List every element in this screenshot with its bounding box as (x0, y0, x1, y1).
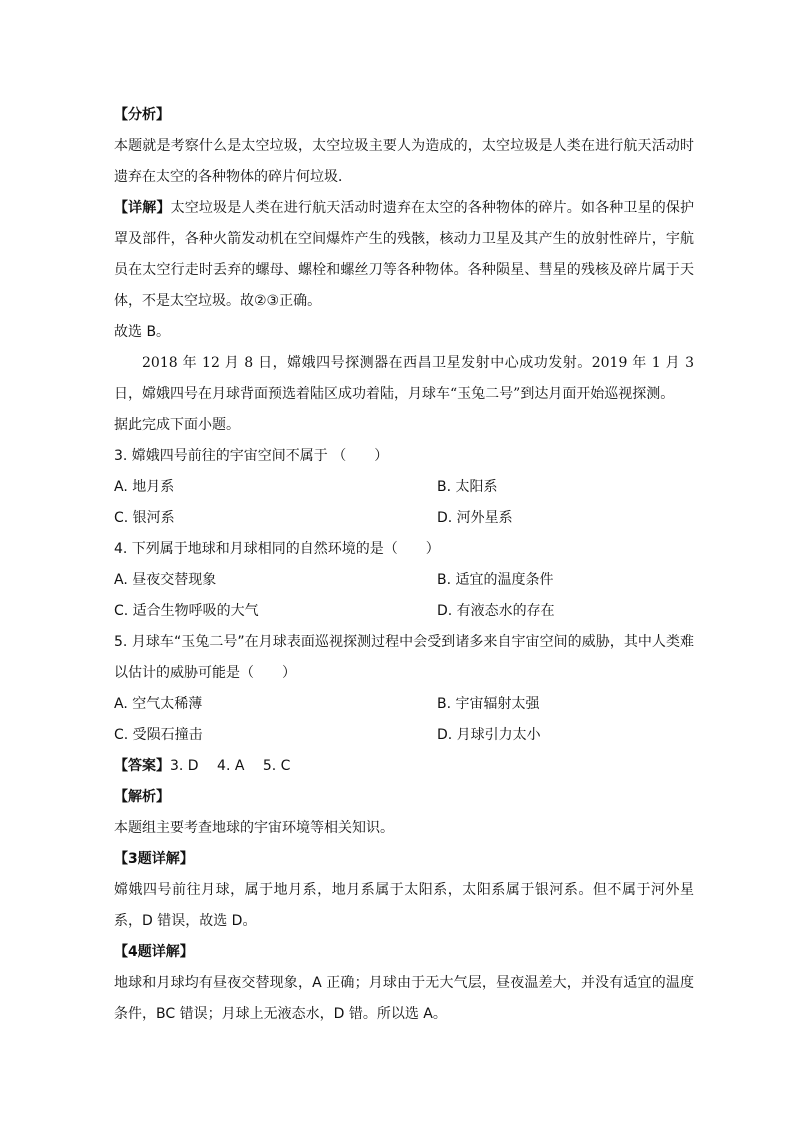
detail-heading: 【详解】 (114, 200, 171, 216)
question-5-option-b: B. 宇宙辐射太强 (437, 696, 540, 712)
question-3-option-b: B. 太阳系 (437, 479, 498, 495)
detail-text: 太空垃圾是人类在进行航天活动时遗弃在太空的各种物体的碎片。如各种卫星的保护罩及部件，各种火箭发动机在空间爆炸产生的残骸，核动力卫星及其产生的放射性碎片，宇航员在太空行走时丢弃的螺母、螺栓和螺丝刀等各种物体。各种陨星、彗星的残核及碎片属于天体，不是太空垃圾。故②③正确。 (114, 200, 695, 309)
analysis-heading: 【分析】 (114, 107, 170, 123)
question-4-option-b: B. 适宜的温度条件 (437, 572, 554, 588)
question-5-stem: 5. 月球车“玉兔二号”在月球表面巡视探测过程中会受到诸多来自宇宙空间的威胁，其中人类难以估计的威胁可能是（ ） (114, 634, 694, 681)
answer-heading: 【答案】 (114, 758, 170, 774)
passage-text: 2018 年 12 月 8 日，嫦娥四号探测器在西昌卫星发射中心成功发射。2019 年 1 月 3 日，嫦娥四号在月球背面预选着陆区成功着陆，月球车“玉兔二号”到达月面开始巡视探测。 (114, 355, 694, 402)
answer-line (114, 751, 694, 782)
q4-detail-text: 地球和月球均有昼夜交替现象，A 正确；月球由于无大气层，昼夜温差大，并没有适宜的温度条件，BC 错误；月球上无液态水，D 错。所以选 A。 (114, 975, 694, 1022)
detail-paragraph (114, 193, 694, 317)
question-3-options-row-1 (114, 472, 694, 503)
explanation-heading: 【解析】 (114, 789, 170, 805)
q3-detail-heading: 【3题详解】 (114, 851, 194, 867)
question-3-option-c: C. 银河系 (114, 510, 175, 526)
question-5-options-row-2 (114, 720, 694, 751)
q4-detail-heading: 【4题详解】 (114, 944, 194, 960)
question-5-options-row-1 (114, 689, 694, 720)
question-5-option-a: A. 空气太稀薄 (114, 696, 203, 712)
question-4-options-row-1 (114, 565, 694, 596)
question-4-option-a: A. 昼夜交替现象 (114, 572, 217, 588)
question-4-stem: 4. 下列属于地球和月球相同的自然环境的是（ ） (114, 541, 440, 557)
question-4-options-row-2 (114, 596, 694, 627)
explanation-text: 本题组主要考查地球的宇宙环境等相关知识。 (114, 820, 394, 836)
question-5-option-c: C. 受陨石撞击 (114, 727, 203, 743)
question-4-option-c: C. 适合生物呼吸的大气 (114, 603, 259, 619)
q3-detail-text: 嫦娥四号前往月球，属于地月系，地月系属于太阳系，太阳系属于银河系。但不属于河外星系，D 错误，故选 D。 (114, 882, 694, 929)
question-3-option-a: A. 地月系 (114, 479, 175, 495)
question-3-options-row-2 (114, 503, 694, 534)
question-3-option-d: D. 河外星系 (437, 510, 513, 526)
answer-text: 3. D 4. A 5. C (170, 758, 291, 774)
passage-prompt: 据此完成下面小题。 (114, 417, 240, 433)
question-5-option-d: D. 月球引力太小 (437, 727, 541, 743)
document-page (114, 100, 694, 1030)
question-3-stem: 3. 嫦娥四号前往的宇宙空间不属于 （ ） (114, 448, 389, 464)
detail-conclusion: 故选 B。 (114, 324, 171, 340)
analysis-text: 本题就是考察什么是太空垃圾，太空垃圾主要人为造成的，太空垃圾是人类在进行航天活动时遗弃在太空的各种物体的碎片何垃圾． (114, 138, 694, 185)
question-4-option-d: D. 有液态水的存在 (437, 603, 555, 619)
